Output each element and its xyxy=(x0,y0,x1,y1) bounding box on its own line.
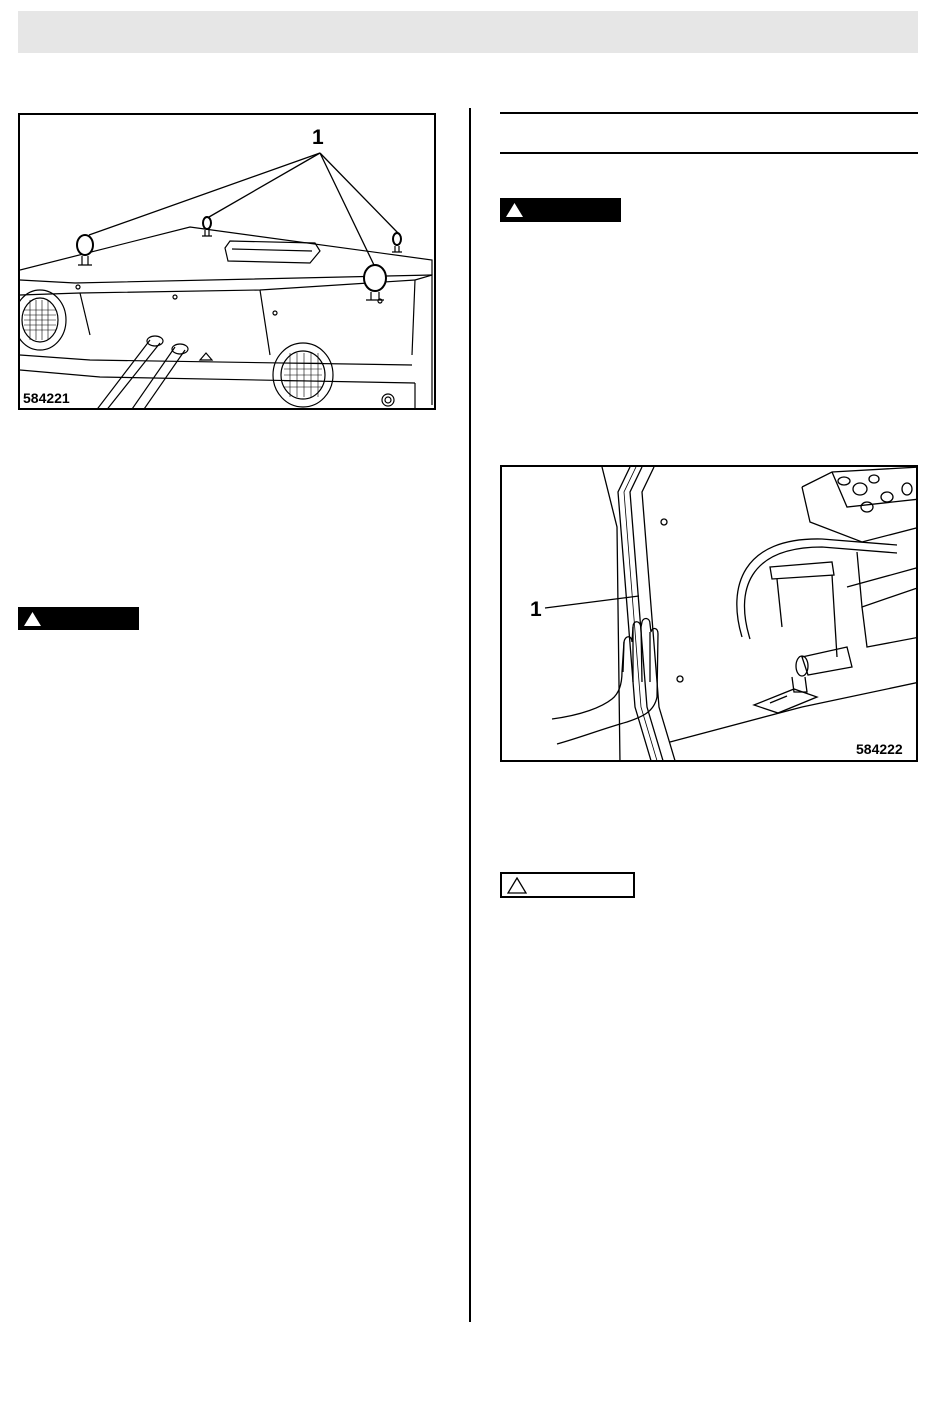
cab-door-seal-illustration xyxy=(502,467,918,762)
section-rule-bottom xyxy=(500,152,918,154)
warning-label xyxy=(500,198,621,222)
section-heading xyxy=(500,118,918,148)
section-rule-top xyxy=(500,112,918,114)
column-divider xyxy=(469,108,471,1322)
caution-triangle-outline-icon xyxy=(507,877,527,894)
lifting-eyes-illustration xyxy=(20,115,436,410)
figure-cab-door-seal xyxy=(500,465,918,762)
figure-number: 584222 xyxy=(856,741,903,757)
warning-triangle-icon xyxy=(24,612,41,626)
warning-triangle-icon xyxy=(506,203,523,217)
warning-label xyxy=(18,607,139,630)
caution-label xyxy=(500,872,635,898)
page-header-bar xyxy=(18,11,918,53)
figure-callout-1: 1 xyxy=(530,598,542,621)
figure-lifting-eyes xyxy=(18,113,436,410)
figure-number: 584221 xyxy=(23,390,70,406)
figure-callout-1: 1 xyxy=(312,126,324,149)
